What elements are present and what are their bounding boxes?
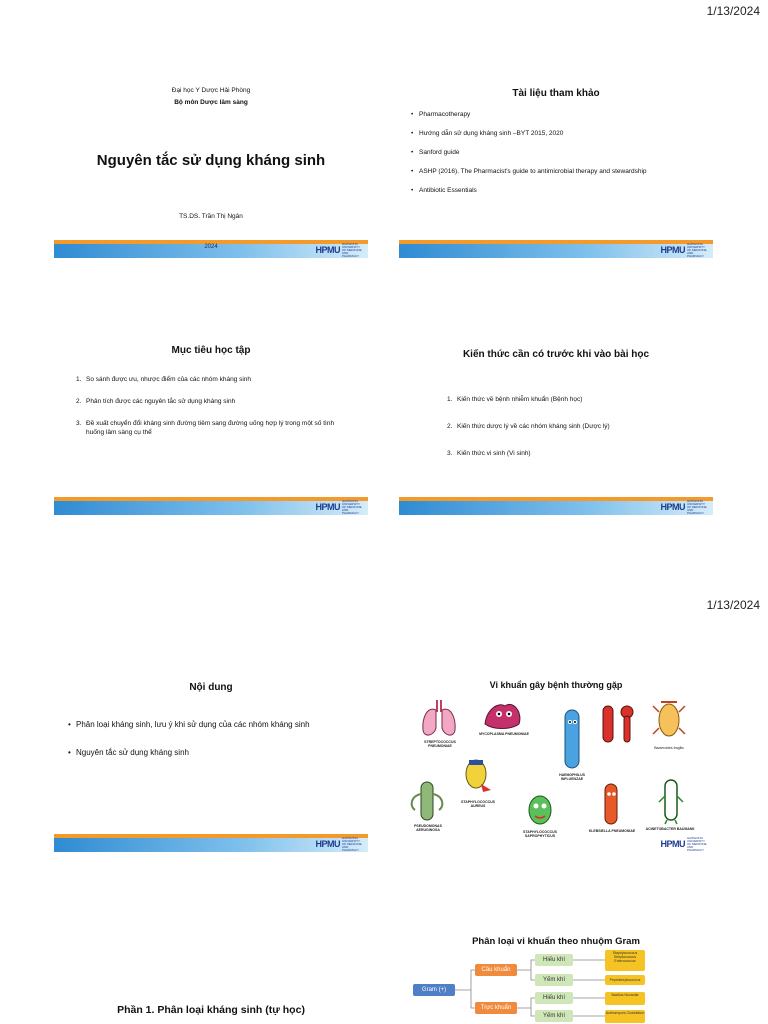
objectives-list (76, 375, 348, 450)
label-bacteroides: Bacteroides fragilis (654, 746, 684, 750)
university-name: Đại học Y Dược Hải Phòng (171, 87, 251, 94)
slide-footer (54, 240, 368, 258)
page-date-1: 1/13/2024 (706, 4, 760, 18)
list-item: 1. So sánh được ưu, nhược điểm của các nhóm kháng sinh (76, 376, 252, 383)
slide-objectives (54, 335, 368, 515)
node-cocci: Cầu khuẩn (475, 964, 517, 976)
list-item: • Hướng dẫn sử dụng kháng sinh –BYT 2015, 2020 (411, 129, 673, 138)
label-mycoplasma: MYCOPLASMA PNEUMONIAE (479, 732, 529, 736)
slide-part1 (54, 930, 368, 1024)
label-acinetobacter: ACINETOBACTER BAUMANII (645, 827, 695, 831)
mycoplasma-icon (481, 698, 525, 732)
bacteroides-icon (651, 698, 687, 744)
presentation-title: Nguyên tắc sử dụng kháng sinh (96, 152, 326, 169)
slide-footer (399, 240, 713, 258)
node-gram-positive: Gram (+) (413, 984, 455, 996)
slide-bacteria (399, 672, 713, 852)
hpmu-logo: HPMU HAIPHONG UNIVERSITY OF MEDICINE AND PHARMACY (660, 835, 707, 852)
node-bacilli: Trực khuẩn (475, 1002, 517, 1014)
slide-heading: Mục tiêu học tập (171, 345, 251, 356)
reference-list (411, 110, 673, 205)
slide-heading: Phần 1. Phân loại kháng sinh (tự học) (117, 1004, 305, 1016)
box-cocci-anaerobic: Peptostreptococcus (605, 975, 645, 985)
label-streptococcus: STREPTOCOCCUS PNEUMONIAE (424, 740, 456, 748)
saprophyticus-icon (525, 792, 555, 830)
klebsiella-icon (601, 780, 621, 828)
hpmu-logo: HPMU HAIPHONG UNIVERSITY OF MEDICINE AND PHARMACY (315, 835, 362, 852)
node-aerobic-1: Hiếu khí (535, 954, 573, 966)
hpmu-logo: HPMU HAIPHONG UNIVERSITY OF MEDICINE AND PHARMACY (660, 241, 707, 258)
list-item: • Phân loại kháng sinh, lưu ý khi sử dụng của các nhóm kháng sinh (68, 720, 358, 730)
lungs-bacteria-icon (419, 696, 459, 740)
author-name: TS.DS. Trần Thị Ngân (179, 213, 243, 220)
box-bacilli-aerobic: Bacillus Nocardia (605, 992, 645, 1005)
slide-heading: Kiến thức cần có trước khi vào bài học (462, 349, 650, 360)
label-klebsiella: KLEBSIELLA PNEUMONIAE (588, 829, 636, 833)
hpmu-logo: HPMU HAIPHONG UNIVERSITY OF MEDICINE AND PHARMACY (315, 241, 362, 258)
label-staph-aureus: STAPHYLOCOCCUS AUREUS (461, 800, 495, 808)
node-anaerobic-2: Yếm khí (535, 1010, 573, 1022)
list-item: 3. Kiến thức vi sinh (Vi sinh) (447, 450, 531, 457)
slide-footer (54, 497, 368, 515)
slide-footer (399, 497, 713, 515)
list-item: 1. Kiến thức về bệnh nhiễm khuẩn (Bệnh học) (447, 396, 583, 403)
prerequisites-list (447, 395, 693, 471)
acinetobacter-icon (657, 776, 685, 826)
hpmu-logo: HPMU HAIPHONG UNIVERSITY OF MEDICINE AND PHARMACY (315, 498, 362, 515)
list-item: • Sanford guide (411, 148, 673, 157)
list-item: 2. Phân tích được các nguyên tắc sử dụng kháng sinh (76, 398, 236, 405)
red-bacteria-icon (597, 702, 641, 746)
slide-title (54, 78, 368, 258)
slide-gram-classification (399, 930, 713, 1024)
list-item: • Nguyên tắc sử dụng kháng sinh (68, 748, 358, 758)
slide-prerequisites (399, 335, 713, 515)
label-unnamed-bacteria (597, 747, 641, 751)
node-aerobic-2: Hiếu khí (535, 992, 573, 1004)
haemophilus-icon (561, 706, 583, 772)
department-name: Bộ môn Dược lâm sàng (174, 99, 248, 106)
hpmu-logo: HPMU HAIPHONG UNIVERSITY OF MEDICINE AND PHARMACY (660, 498, 707, 515)
list-item: • Antibiotic Essentials (411, 186, 673, 195)
label-pseudomonas: PSEUDOMONAS AERUGINOSA (414, 824, 442, 832)
list-item: 2. Kiến thức dược lý về các nhóm kháng sinh (Dược lý) (447, 423, 610, 430)
box-cocci-aerobic: Staphylococcus Streptococcus Enterococcus (605, 950, 645, 971)
slide-heading: Tài liệu tham khảo (512, 88, 600, 99)
slide-references (399, 78, 713, 258)
label-haemophilus: HAEMOPHILUS INFLUENZAE (559, 773, 585, 781)
footer-year: 2024 (204, 244, 218, 250)
list-item: • Pharmacotherapy (411, 110, 673, 119)
staph-aureus-icon (463, 758, 493, 798)
slide-heading: Vi khuẩn gây bệnh thường gặp (489, 680, 623, 690)
contents-list (68, 720, 358, 768)
slide-contents (54, 672, 368, 852)
box-bacilli-anaerobic: Actinomyces Clostridium (605, 1010, 645, 1023)
list-item: 3. Đề xuất chuyển đổi kháng sinh đường tiêm sang đường uống hợp lý trong một số tình huống lâm sàng cụ thể (76, 420, 335, 436)
node-anaerobic-1: Yếm khí (535, 974, 573, 986)
page-date-2: 1/13/2024 (706, 598, 760, 612)
slide-heading: Phân loại vi khuẩn theo nhuộm Gram (472, 936, 640, 947)
slide-footer (54, 834, 368, 852)
list-item: • ASHP (2016). The Pharmacist's guide to antimicrobial therapy and stewardship (411, 167, 673, 176)
slide-heading: Nội dung (189, 682, 233, 693)
pseudomonas-icon (407, 778, 447, 824)
label-saprophyticus: STAPHYLOCOCCUS SAPROPHYTICUS (523, 830, 557, 838)
